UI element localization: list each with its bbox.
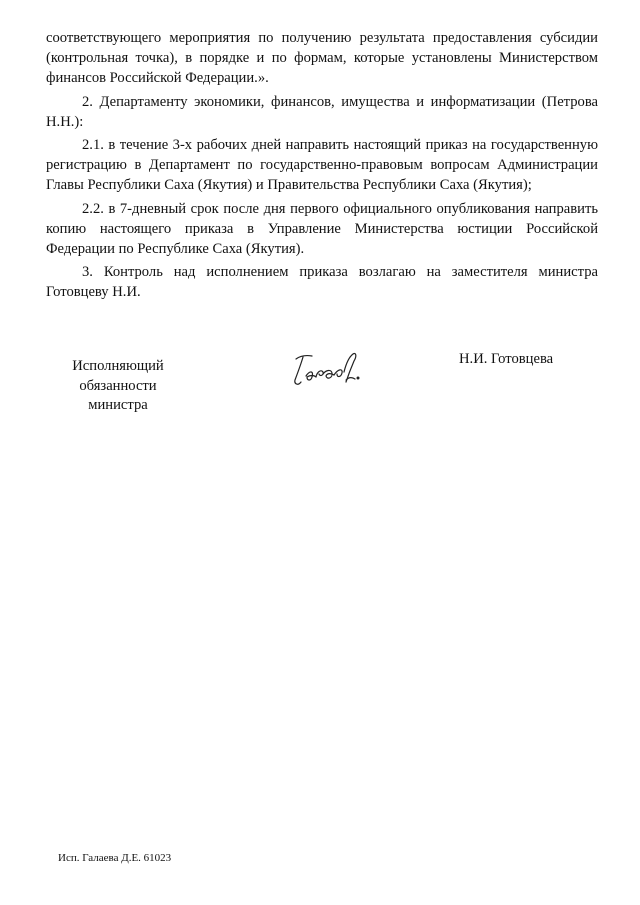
paragraph-item-2: 2. Департаменту экономики, финансов, имущества и информатизации (Петрова Н.Н.): xyxy=(46,93,598,130)
paragraph-continuation: соответствующего мероприятия по получению результата предоставления субсидии (контрольная точка), в порядке и по формам, которые установлены Министерством финансов Российской Федерации.». xyxy=(46,30,598,87)
signatory-role-line: обязанности xyxy=(79,377,157,394)
paragraph-item-2-2: 2.2. в 7-дневный срок после дня первого официального опубликования направить копию настоящего приказа в Управление Министерства юстиции Российской Федерации по Республике Саха (Якутия). xyxy=(46,200,598,258)
document-body xyxy=(46,28,598,306)
handwritten-signature xyxy=(286,350,372,394)
signatory-role-line: Исполняющий xyxy=(72,358,164,374)
paragraph-item-2-1: 2.1. в течение 3-х рабочих дней направить настоящий приказ на государственную регистрацию в Департамент по государственно-правовым вопросам Администрации Главы Республики Саха (Якутия) и Правительства Республики Саха (Якутия); xyxy=(46,137,598,194)
paragraph-item-3: 3. Контроль над исполнением приказа возлагаю на заместителя министра Готовцеву Н.И. xyxy=(46,264,598,301)
signer-name: Н.И. Готовцева xyxy=(459,351,554,367)
executor-note: Исп. Галаева Д.Е. 61023 xyxy=(58,852,172,864)
signatory-role xyxy=(62,357,174,416)
signatory-role-line: министра xyxy=(88,397,148,413)
